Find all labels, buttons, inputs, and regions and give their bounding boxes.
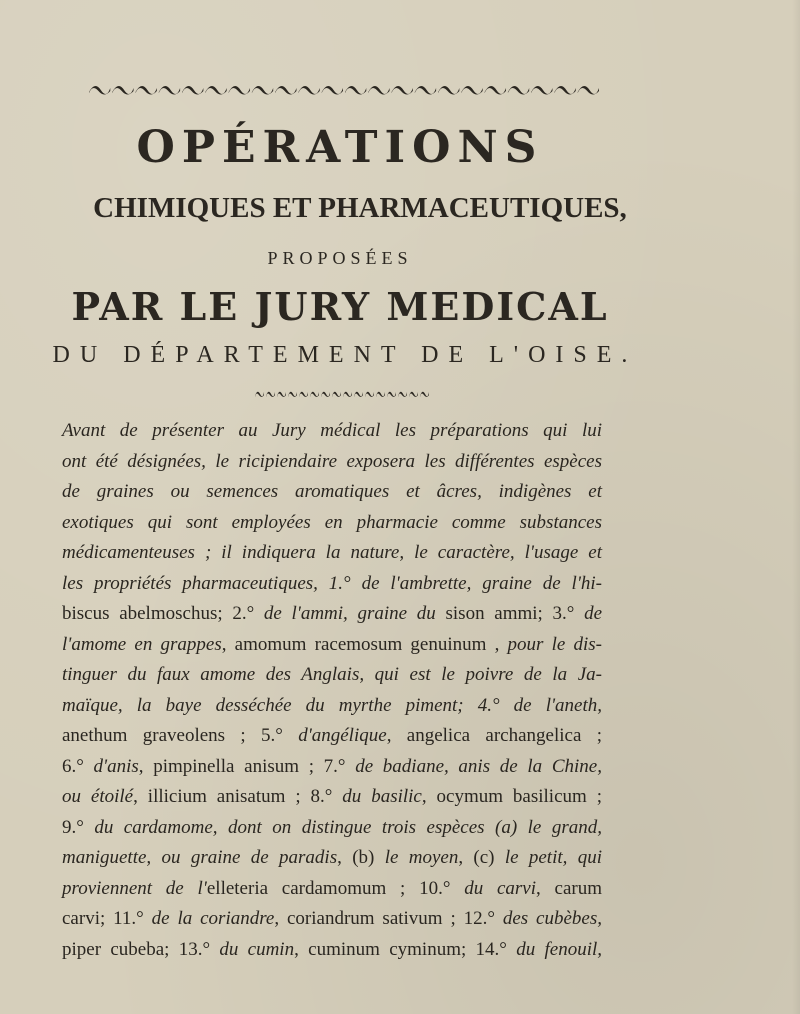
text-line: [62, 904, 602, 935]
text-segment: de badiane, anis de la Chine,: [355, 755, 602, 777]
text-segment: exotiques qui sont employées en pharmacie comme substances: [62, 511, 602, 533]
text-segment: , illicium anisatum ; 8.°: [133, 786, 343, 807]
page-edge-shadow: [792, 0, 800, 1014]
text-segment: anethum graveolens ; 5.°: [62, 725, 299, 746]
text-segment: de graines ou semences aromatiques et âcres, indigènes et: [62, 481, 602, 502]
text-segment: médicamenteuses ; il indiquera la nature, le caractère, l'usage et: [62, 542, 602, 563]
text-line: [62, 721, 602, 752]
text-line: [62, 508, 602, 539]
text-segment: proviennent de l': [62, 877, 207, 899]
text-segment: du fenouil,: [516, 938, 603, 960]
ornament-mark: [288, 392, 297, 397]
text-line: [62, 782, 602, 813]
ornament-mark: [415, 86, 436, 95]
text-segment: du basilic: [342, 786, 422, 807]
top-ornament-rule: [88, 80, 600, 100]
text-segment: ont été désignées, le ricipiendaire exposera les différentes espèces: [62, 450, 602, 472]
text-line: [62, 660, 602, 691]
ornament-mark: [420, 392, 429, 397]
text-segment: carvi; 11.°: [62, 908, 152, 929]
ornament-mark: [376, 392, 385, 397]
ornament-mark: [266, 392, 275, 397]
text-segment: l'amome en grappes: [62, 633, 222, 655]
ornament-mark: [229, 86, 250, 95]
text-segment: , cuminum cyminum; 14.°: [294, 938, 517, 960]
ornament-mark: [354, 392, 363, 397]
ornament-mark: [321, 392, 330, 397]
text-segment: , amomum racemosum genuinum ,: [221, 633, 508, 655]
ornament-mark: [409, 392, 418, 397]
text-segment: sison ammi; 3.°: [445, 603, 585, 624]
ornament-mark: [332, 392, 341, 397]
ornament-mark: [255, 392, 264, 397]
text-segment: pour le dis-: [507, 633, 603, 655]
text-segment: 9.°: [62, 816, 95, 838]
text-segment: de la coriandre: [151, 908, 275, 929]
title-proposees: PROPOSÉES: [267, 248, 413, 268]
ornament-mark: [310, 392, 319, 397]
ornament-mark: [89, 86, 110, 95]
ornament-mark: [578, 86, 599, 95]
text-segment: du carvi: [464, 877, 536, 899]
text-line: [62, 752, 602, 783]
ornament-mark: [298, 86, 319, 95]
middle-ornament-rule: [254, 388, 430, 400]
text-segment: biscus abelmoschus; 2.°: [62, 603, 264, 624]
text-segment: , (c): [458, 847, 505, 868]
text-segment: d'anis: [93, 755, 139, 777]
text-line: [62, 569, 602, 600]
title-departement: DU DÉPARTEMENT DE L'OISE.: [52, 342, 638, 368]
text-segment: , (b): [337, 847, 385, 868]
text-segment: du cardamome, dont on distingue trois espèces (a) le grand,: [94, 816, 602, 838]
ornament-mark: [387, 392, 396, 397]
text-segment: , carum: [536, 877, 602, 899]
title-chimiques: CHIMIQUES ET PHARMACEUTIQUES,: [93, 192, 627, 224]
text-line: [62, 447, 602, 478]
ornament-mark: [365, 392, 374, 397]
text-segment: , pimpinella anisum ; 7.°: [138, 755, 356, 777]
text-segment: les propriétés pharmaceutiques, 1.°: [62, 572, 362, 594]
text-segment: Avant de présenter au Jury médical les préparations qui lui: [62, 420, 602, 441]
text-line: [62, 538, 602, 569]
text-segment: 6.°: [62, 755, 94, 777]
text-segment: de l'ambrette, graine de l'hi-: [361, 572, 602, 594]
ornament-mark: [275, 86, 296, 95]
text-segment: elleteria cardamomum ; 10.°: [206, 877, 465, 899]
text-segment: le petit, qui: [504, 847, 603, 868]
text-line: [62, 599, 602, 630]
ornament-mark: [112, 86, 133, 95]
ornament-mark: [531, 86, 552, 95]
text-segment: tinguer du faux amome des Anglais, qui est le poivre de la Ja-: [62, 664, 602, 685]
text-segment: d'angélique: [298, 725, 387, 746]
text-line: [62, 416, 602, 447]
ornament-mark: [345, 86, 366, 95]
text-line: [62, 477, 602, 508]
text-segment: de: [584, 603, 602, 624]
ornament-mark: [485, 86, 506, 95]
text-segment: piper cubeba; 13.°: [62, 938, 220, 960]
ornament-mark: [322, 86, 343, 95]
ornament-mark: [508, 86, 529, 95]
text-segment: de l'ammi, graine du: [263, 603, 446, 624]
ornament-mark: [277, 392, 286, 397]
text-line: [62, 691, 602, 722]
text-line: [62, 630, 602, 661]
ornament-mark: [159, 86, 180, 95]
text-segment: , coriandrum sativum ; 12.°: [274, 908, 503, 929]
ornament-mark: [461, 86, 482, 95]
ornament-mark: [392, 86, 413, 95]
title-jury: PAR LE JURY MEDICAL: [71, 284, 609, 329]
ornament-mark: [554, 86, 575, 95]
ornament-mark: [252, 86, 273, 95]
text-segment: , ocymum basilicum ;: [421, 786, 602, 807]
text-line: [62, 813, 602, 844]
text-line: [62, 935, 602, 966]
ornament-mark: [368, 86, 389, 95]
text-segment: le moyen: [384, 847, 459, 868]
ornament-mark: [438, 86, 459, 95]
text-segment: ou étoilé: [62, 786, 134, 807]
text-segment: du cumin: [219, 938, 295, 960]
text-line: [62, 843, 602, 874]
ornament-mark: [343, 392, 352, 397]
text-segment: maïque, la baye desséchée du myrthe piment; 4.° de l'aneth,: [62, 694, 602, 716]
ornament-mark: [182, 86, 203, 95]
text-segment: maniguette, ou graine de paradis: [62, 847, 338, 868]
ornament-mark: [136, 86, 157, 95]
ornament-mark: [205, 86, 226, 95]
text-segment: des cubèbes,: [502, 908, 602, 929]
ornament-mark: [299, 392, 308, 397]
text-segment: , angelica archangelica ;: [386, 725, 602, 746]
body-text: [62, 416, 602, 965]
text-line: [62, 874, 602, 905]
ornament-mark: [398, 392, 407, 397]
title-operations: OPÉRATIONS: [136, 122, 544, 173]
